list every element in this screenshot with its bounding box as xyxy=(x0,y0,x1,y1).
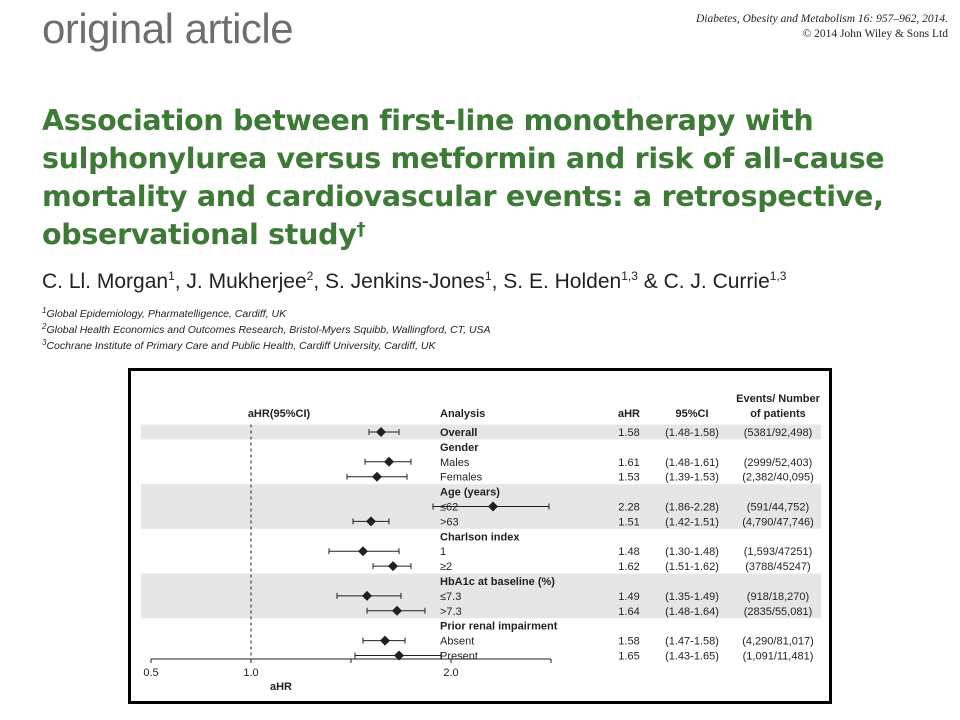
article-title xyxy=(42,102,902,254)
forest-plot xyxy=(131,371,829,701)
analysis-label: Males xyxy=(440,456,470,469)
author-affiliation-ref: 1 xyxy=(168,269,175,283)
ahr-column-header: aHR xyxy=(617,408,641,420)
x-tick-label: 0.5 xyxy=(143,667,159,679)
events-value: (3788/45247) xyxy=(745,561,811,574)
events-value: (4,290/81,017) xyxy=(742,635,814,648)
events-column-header: Events/ Number xyxy=(736,393,820,405)
events-value: (918/18,270) xyxy=(746,590,810,603)
title-text: observational study xyxy=(42,218,357,251)
point-estimate-marker xyxy=(384,457,394,467)
ahr-value: 2.28 xyxy=(618,501,640,514)
ahr-value: 1.62 xyxy=(618,561,640,574)
ci-value: (1.48-1.58) xyxy=(665,427,719,439)
ci-value: (1.42-1.51) xyxy=(665,516,719,529)
events-value: (2,382/40,095) xyxy=(742,471,814,484)
ahr-value: 1.58 xyxy=(618,427,640,439)
affiliation-text: Global Epidemiology, Pharmatelligence, Cardiff, UK xyxy=(46,308,287,320)
author-affiliation-ref: 1,3 xyxy=(621,269,638,283)
author-name: J. Mukherjee xyxy=(186,270,307,293)
author xyxy=(325,270,503,293)
ci-value: (1.39-1.53) xyxy=(665,471,719,484)
author-separator: , xyxy=(313,270,325,293)
journal-citation xyxy=(696,12,948,42)
ci-value: (1.30-1.48) xyxy=(665,546,719,559)
author-name: C. J. Currie xyxy=(663,270,770,293)
author-separator: , xyxy=(491,270,504,293)
ahr-value: 1.51 xyxy=(618,516,640,529)
title-line xyxy=(42,216,902,254)
ci-column-header: 95%CI xyxy=(675,408,709,420)
affiliation-number: 3 xyxy=(42,338,47,347)
subgroup-heading: HbA1c at baseline (%) xyxy=(440,576,555,588)
author-separator: , xyxy=(174,270,187,293)
ahr-value: 1.61 xyxy=(618,456,640,469)
analysis-label: >63 xyxy=(440,516,459,529)
ci-value: (1.35-1.49) xyxy=(665,590,719,603)
ahr-value: 1.53 xyxy=(618,471,640,484)
analysis-label: Absent xyxy=(440,635,475,648)
author-name: S. E. Holden xyxy=(503,270,622,293)
affiliation xyxy=(42,338,922,354)
x-tick-label: 2.0 xyxy=(443,667,459,679)
affiliation-text: Cochrane Institute of Primary Care and Public Health, Cardiff University, Cardiff, UK xyxy=(46,340,436,352)
author xyxy=(503,270,663,293)
ci-value: (1.47-1.58) xyxy=(665,635,719,648)
events-column-header: of patients xyxy=(750,408,806,420)
events-value: (591/44,752) xyxy=(746,501,810,514)
ci-value: (1.43-1.65) xyxy=(665,650,719,663)
author-affiliation-ref: 2 xyxy=(306,269,314,283)
events-value: (2835/55,081) xyxy=(743,605,813,618)
analysis-label: ≤62 xyxy=(440,501,459,514)
affiliation-list xyxy=(42,306,922,354)
x-axis-label: aHR xyxy=(269,681,293,693)
ci-value: (1.51-1.62) xyxy=(665,561,719,574)
title-footnote-mark: † xyxy=(356,219,366,240)
author-name: S. Jenkins-Jones xyxy=(325,270,485,293)
ahr-value: 1.48 xyxy=(618,546,640,559)
plot-column-header: aHR(95%CI) xyxy=(247,408,311,420)
analysis-label: ≥2 xyxy=(440,561,453,574)
subgroup-heading: Prior renal impairment xyxy=(440,620,558,633)
events-value: (4,790/47,746) xyxy=(742,516,814,529)
ahr-value: 1.64 xyxy=(618,605,640,618)
author-affiliation-ref: 1 xyxy=(484,269,492,283)
affiliation-number: 1 xyxy=(42,306,47,315)
ci-value: (1.48-1.64) xyxy=(665,605,719,618)
point-estimate-marker xyxy=(358,546,368,556)
title-line: mortality and cardiovascular events: a retrospective, xyxy=(42,180,884,213)
author-list xyxy=(42,270,922,294)
author-affiliation-ref: 1,3 xyxy=(769,269,787,283)
point-estimate-marker xyxy=(388,561,398,571)
affiliation-text: Global Health Economics and Outcomes Research, Bristol-Myers Squibb, Wallingford, CT, USA xyxy=(46,324,491,336)
point-estimate-marker xyxy=(380,636,390,646)
analysis-label: Present xyxy=(440,650,478,663)
author xyxy=(42,270,186,293)
analysis-column-header: Analysis xyxy=(440,408,486,420)
subgroup-heading: Age (years) xyxy=(440,486,500,499)
subgroup-heading: Charlson index xyxy=(440,531,520,544)
author-name: C. Ll. Morgan xyxy=(42,270,169,293)
forest-plot-figure xyxy=(128,368,832,704)
title-line: Association between first-line monotherapy with xyxy=(42,104,814,137)
subgroup-band xyxy=(141,425,821,440)
author-separator: & xyxy=(637,270,664,293)
title-line: sulphonylurea versus metformin and risk of all-cause xyxy=(42,142,885,175)
ci-value: (1.86-2.28) xyxy=(665,501,719,514)
analysis-label: Females xyxy=(440,471,483,484)
analysis-label: ≤7.3 xyxy=(440,590,462,603)
events-value: (2999/52,403) xyxy=(743,456,813,469)
section-kicker: original article xyxy=(42,5,294,52)
subgroup-heading: Overall xyxy=(440,427,478,439)
subgroup-heading: Gender xyxy=(440,441,479,454)
copyright-line: © 2014 John Wiley & Sons Ltd xyxy=(802,28,948,40)
author xyxy=(186,270,325,293)
events-value: (5381/92,498) xyxy=(743,427,813,439)
analysis-label: 1 xyxy=(440,546,447,559)
events-value: (1,593/47251) xyxy=(743,546,813,559)
affiliation xyxy=(42,322,922,338)
affiliation xyxy=(42,306,922,322)
affiliation-number: 2 xyxy=(42,322,47,331)
events-value: (1,091/11,481) xyxy=(742,650,814,663)
journal-line: Diabetes, Obesity and Metabolism 16: 957–962, 2014. xyxy=(695,13,948,25)
ci-value: (1.48-1.61) xyxy=(665,456,719,469)
ahr-value: 1.58 xyxy=(618,635,640,648)
point-estimate-marker xyxy=(372,472,382,482)
author xyxy=(664,270,787,293)
ahr-value: 1.49 xyxy=(618,590,640,603)
x-tick-label: 1.0 xyxy=(243,667,259,679)
ahr-value: 1.65 xyxy=(618,650,640,663)
analysis-label: >7.3 xyxy=(440,605,462,618)
